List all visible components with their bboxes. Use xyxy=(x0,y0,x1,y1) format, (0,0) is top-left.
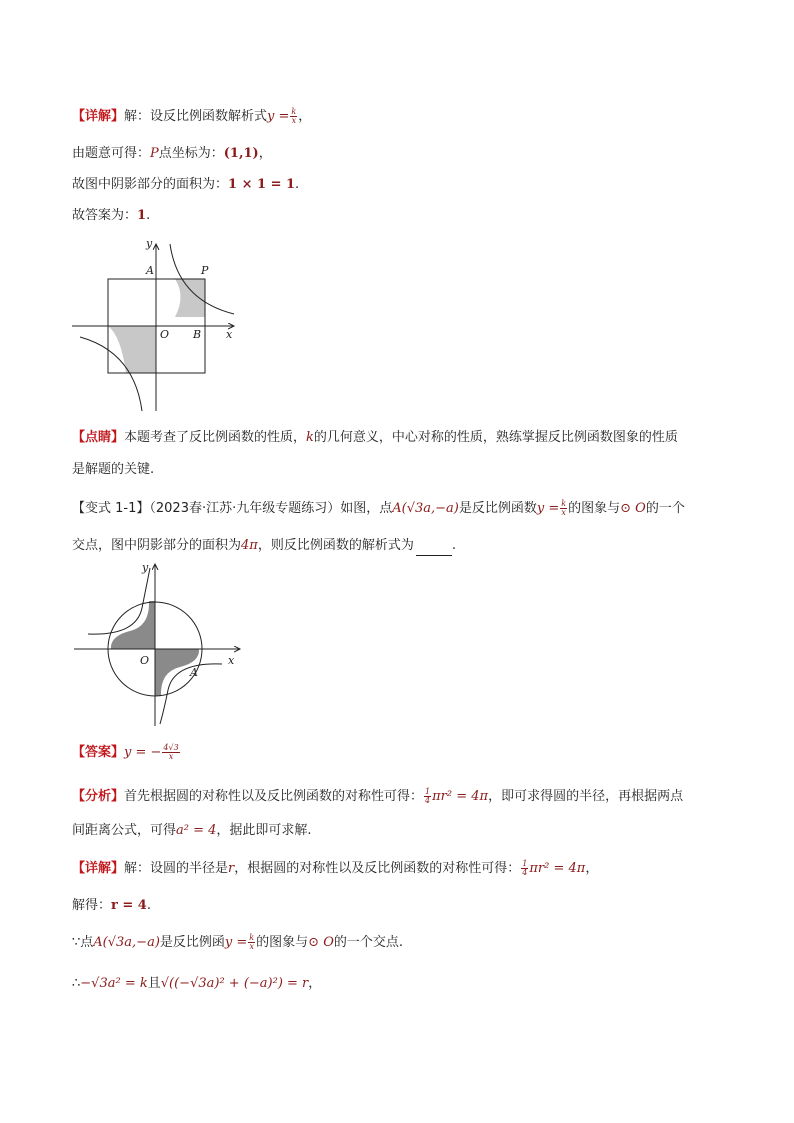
shaded-region-lower-left xyxy=(108,326,156,373)
variant-line-1: 【变式 1-1】（2023春·江苏·九年级专题练习）如图，点A(√3a,−a)是反比例函数y = $\frac{k}{x}$ 的图象与⊙ O的一个 xyxy=(72,499,685,517)
fraction-k-over-x: $\frac{k}{x}$ xyxy=(291,107,297,125)
fraction-4root3-over-x: $\frac{4√3}{x}$ xyxy=(163,743,179,761)
insight-line-1: 【点睛】本题考查了反比例函数的性质，k的几何意义，中心对称的性质，熟练掌握反比例函数图象的性质 xyxy=(72,430,678,445)
insight-line-2: 是解题的关键. xyxy=(72,462,155,477)
label-O: O xyxy=(140,654,150,667)
solution-line-1: 【详解】解：设反比例函数解析式y = $\frac{k}{x}$ ， xyxy=(72,107,312,125)
shaded-region-upper-right xyxy=(175,279,205,317)
label-y: y xyxy=(142,561,149,574)
insight-tag: 【点睛】 xyxy=(72,430,125,445)
analysis-line-2: 间距离公式，可得a² = 4，据此即可求解. xyxy=(72,823,312,838)
detail-line-1: 【详解】解：设圆的半径是r，根据圆的对称性以及反比例函数的对称性可得： $\frac{1}{4}$ πr² = 4π， xyxy=(72,859,599,877)
label-A: A xyxy=(190,666,198,679)
variant-tag: 【变式 1-1】 xyxy=(72,501,150,516)
label-B: B xyxy=(193,328,202,341)
solution-line-3: 故图中阴影部分的面积为：1 × 1 = 1. xyxy=(72,177,300,192)
detail-line-3: ∵点A(√3a,−a)是反比例函y = $\frac{k}{x}$ 的图象与⊙ O的一个交点. xyxy=(72,933,403,951)
label-y: y xyxy=(146,237,153,250)
answer-tag: 【答案】 xyxy=(72,745,125,760)
label-x: x xyxy=(226,328,233,341)
shaded-region-second-quadrant xyxy=(111,601,155,649)
figure-hyperbola-square xyxy=(66,236,246,416)
label-A: A xyxy=(146,264,154,277)
solution-tag: 【详解】 xyxy=(72,109,125,124)
answer-blank[interactable] xyxy=(416,541,452,556)
detail-tag: 【详解】 xyxy=(72,861,125,876)
answer-line: 【答案】y = − $\frac{4√3}{x}$ xyxy=(72,743,179,761)
analysis-tag: 【分析】 xyxy=(72,789,125,804)
label-P: P xyxy=(201,264,209,277)
variant-line-2: 交点，图中阴影部分的面积为4π，则反比例函数的解析式为 . xyxy=(72,536,734,556)
solution-line-2: 由题意可得：P点坐标为：(1,1)， xyxy=(72,146,272,161)
analysis-line-1: 【分析】首先根据圆的对称性以及反比例函数的对称性可得： $\frac{1}{4}$ πr² = 4π，即可求得圆的半径，再根据两点 xyxy=(72,787,684,805)
detail-line-2: 解得：r = 4. xyxy=(72,898,151,913)
solution-line-4: 故答案为：1. xyxy=(72,208,151,223)
label-O: O xyxy=(160,328,170,341)
figure-circle-hyperbola xyxy=(70,558,250,730)
hyperbola-branch-second-quadrant xyxy=(88,568,150,634)
detail-line-4: ∴−√3a² = k且√((−√3a)² + (−a)²) = r， xyxy=(72,976,322,991)
label-x: x xyxy=(228,654,235,667)
